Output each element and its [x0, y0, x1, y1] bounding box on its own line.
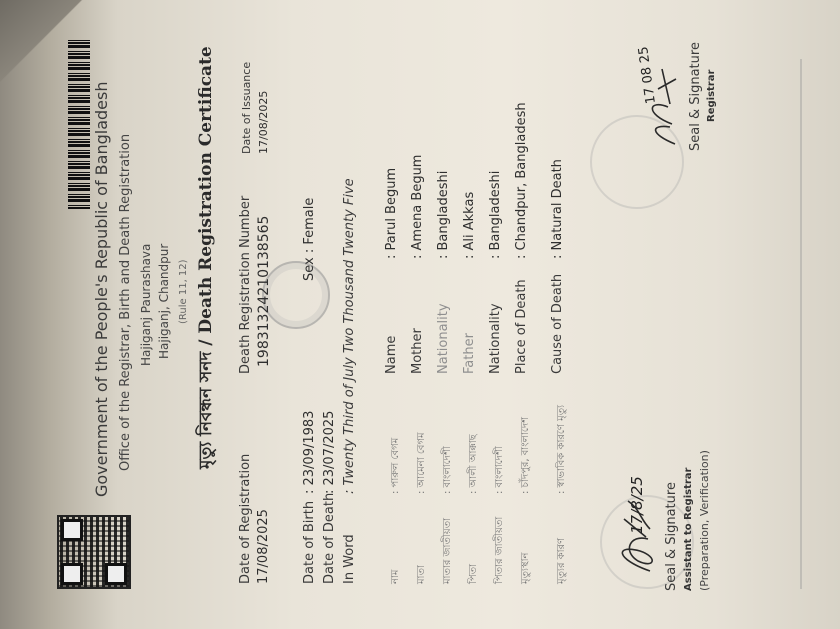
field-value-en: : Natural Death: [550, 159, 565, 259]
registration-date-value: 17/08/2025: [256, 509, 271, 584]
field-label-bn: মাতার জাতীয়তা: [442, 517, 453, 584]
field-value-bn: : পারুল বেগম: [390, 437, 401, 494]
field-label-bn: পিতা: [468, 563, 479, 584]
registration-number-value: 19831324210138565: [256, 215, 272, 367]
field-label-bn: নাম: [390, 569, 401, 584]
field-value-bn: : বাংলাদেশী: [494, 446, 505, 494]
certificate-title: [193, 46, 221, 469]
field-label-en: Nationality: [436, 303, 451, 374]
field-label-en: Name: [384, 335, 399, 374]
office-title: Office of the Registrar, Birth and Death Registration: [118, 133, 133, 471]
sex-value: Sex : Female: [302, 197, 317, 281]
registration-date-label: Date of Registration: [238, 453, 253, 584]
qr-finder-icon: [61, 563, 83, 585]
date-of-birth-value: : 23/09/1983: [302, 410, 317, 494]
assistant-seal-label: Seal & Signature: [664, 482, 679, 591]
registrar-handwritten-date: 17 08 25: [636, 45, 659, 105]
field-label-en: Mother: [410, 328, 425, 374]
date-of-death-value: : 23/07/2025: [322, 410, 337, 494]
registrar-seal-label: Seal & Signature: [688, 42, 703, 151]
rule-reference: (Rule 11, 12): [178, 259, 189, 324]
assistant-handwritten-date: 17/8/25: [628, 476, 646, 534]
field-value-bn: : আমেনা বেগম: [416, 432, 427, 494]
issuance-date-value: 17/08/2025: [257, 90, 270, 154]
field-value-bn: : স্বাভাবিক কারণে মৃত্যু: [556, 404, 567, 494]
in-word-value: : Twenty Third of July Two Thousand Twenty Five: [342, 178, 357, 494]
barcode: [68, 39, 90, 209]
qr-code: [57, 515, 131, 589]
date-of-birth-label: Date of Birth: [302, 500, 317, 584]
field-label-bn: মৃত্যুর কারণ: [556, 537, 567, 584]
field-value-en: : Ali Akkas: [462, 191, 477, 259]
field-label-bn: পিতার জাতীয়তা: [494, 516, 505, 584]
date-of-death-label: Date of Death: [322, 492, 337, 584]
district: Hajiganj, Chandpur: [157, 243, 171, 359]
qr-finder-icon: [105, 563, 127, 585]
registrar-role: Registrar: [706, 69, 717, 122]
assistant-role: Assistant to Registrar: [683, 467, 694, 591]
footer-note-line: [800, 59, 802, 589]
assistant-role-detail: (Preparation, Verification): [698, 450, 711, 591]
field-value-en: : Chandpur, Bangladesh: [514, 102, 529, 259]
field-value-en: : Parul Begum: [384, 167, 399, 259]
title-bengali: মৃত্যু নিবন্ধন সনদ: [196, 351, 216, 469]
field-label-en: Nationality: [488, 303, 503, 374]
field-value-bn: : চাঁদপুর, বাংলাদেশ: [520, 416, 531, 494]
title-english: Death Registration Certificate: [196, 46, 216, 334]
field-value-en: : Amena Begum: [410, 154, 425, 259]
field-label-en: Place of Death: [514, 279, 529, 374]
field-value-bn: : আলী আক্কাছ: [468, 434, 479, 494]
government-seal-icon: [262, 261, 330, 329]
government-title: Government of the People's Republic of Bangladesh: [92, 81, 111, 497]
issuance-date-label: Date of Issuance: [240, 61, 253, 154]
qr-finder-icon: [61, 519, 83, 541]
field-value-bn: : বাংলাদেশী: [442, 446, 453, 494]
field-label-en: Father: [462, 333, 477, 374]
field-label-en: Cause of Death: [550, 273, 565, 374]
local-office: Hajiganj Paurashava: [139, 243, 153, 366]
field-value-en: : Bangladeshi: [436, 170, 451, 259]
title-separator: /: [196, 339, 216, 346]
in-word-label: In Word: [342, 534, 357, 584]
field-label-bn: মৃত্যুস্থান: [520, 552, 531, 584]
field-label-bn: মাতা: [416, 565, 427, 584]
registration-number-label: Death Registration Number: [238, 195, 253, 374]
field-value-en: : Bangladeshi: [488, 170, 503, 259]
